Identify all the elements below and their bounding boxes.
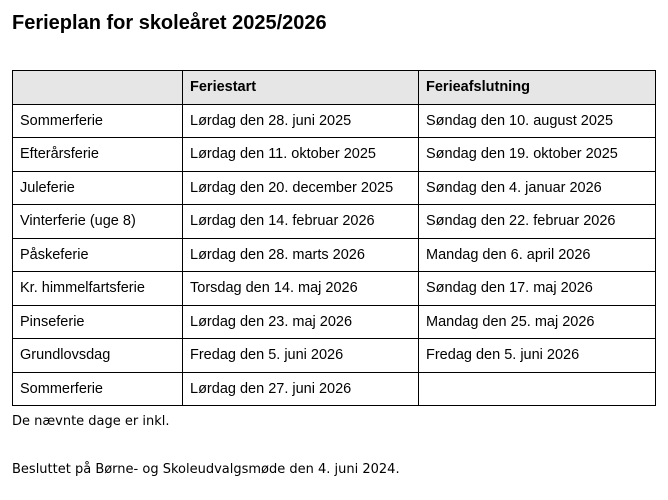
end-date-cell: Søndag den 4. januar 2026 bbox=[419, 171, 656, 205]
holiday-name-cell: Efterårsferie bbox=[13, 138, 183, 172]
table-row bbox=[13, 104, 656, 138]
header-cell-end: Ferieafslutning bbox=[419, 71, 656, 105]
table-row bbox=[13, 205, 656, 239]
end-date-cell: Fredag den 5. juni 2026 bbox=[419, 339, 656, 373]
holiday-name-cell: Påskeferie bbox=[13, 238, 183, 272]
end-date-cell: Søndag den 22. februar 2026 bbox=[419, 205, 656, 239]
end-date-cell: Mandag den 25. maj 2026 bbox=[419, 305, 656, 339]
end-date-cell: Søndag den 19. oktober 2025 bbox=[419, 138, 656, 172]
holiday-name-cell: Juleferie bbox=[13, 171, 183, 205]
table-row bbox=[13, 171, 656, 205]
table-row bbox=[13, 138, 656, 172]
end-date-cell bbox=[419, 372, 656, 406]
table-row bbox=[13, 272, 656, 306]
start-date-cell: Lørdag den 27. juni 2026 bbox=[183, 372, 419, 406]
start-date-cell: Lørdag den 28. juni 2025 bbox=[183, 104, 419, 138]
start-date-cell: Fredag den 5. juni 2026 bbox=[183, 339, 419, 373]
header-cell-empty bbox=[13, 71, 183, 105]
page-title: Ferieplan for skoleåret 2025/2026 bbox=[12, 12, 327, 34]
holiday-name-cell: Vinterferie (uge 8) bbox=[13, 205, 183, 239]
holiday-name-cell: Sommerferie bbox=[13, 104, 183, 138]
holiday-name-cell: Sommerferie bbox=[13, 372, 183, 406]
vacation-table bbox=[12, 70, 656, 406]
start-date-cell: Lørdag den 20. december 2025 bbox=[183, 171, 419, 205]
end-date-cell: Søndag den 17. maj 2026 bbox=[419, 272, 656, 306]
decision-note: Besluttet på Børne- og Skoleudvalgsmøde den 4. juni 2024. bbox=[12, 462, 400, 477]
header-cell-start: Feriestart bbox=[183, 71, 419, 105]
end-date-cell: Mandag den 6. april 2026 bbox=[419, 238, 656, 272]
start-date-cell: Lørdag den 23. maj 2026 bbox=[183, 305, 419, 339]
table-header-row bbox=[13, 71, 656, 105]
start-date-cell: Lørdag den 28. marts 2026 bbox=[183, 238, 419, 272]
holiday-name-cell: Pinseferie bbox=[13, 305, 183, 339]
start-date-cell: Torsdag den 14. maj 2026 bbox=[183, 272, 419, 306]
start-date-cell: Lørdag den 14. februar 2026 bbox=[183, 205, 419, 239]
end-date-cell: Søndag den 10. august 2025 bbox=[419, 104, 656, 138]
table-row bbox=[13, 238, 656, 272]
holiday-name-cell: Grundlovsdag bbox=[13, 339, 183, 373]
table-row bbox=[13, 305, 656, 339]
start-date-cell: Lørdag den 11. oktober 2025 bbox=[183, 138, 419, 172]
table-row bbox=[13, 372, 656, 406]
table-row bbox=[13, 339, 656, 373]
inclusive-note: De nævnte dage er inkl. bbox=[12, 414, 170, 429]
holiday-name-cell: Kr. himmelfartsferie bbox=[13, 272, 183, 306]
